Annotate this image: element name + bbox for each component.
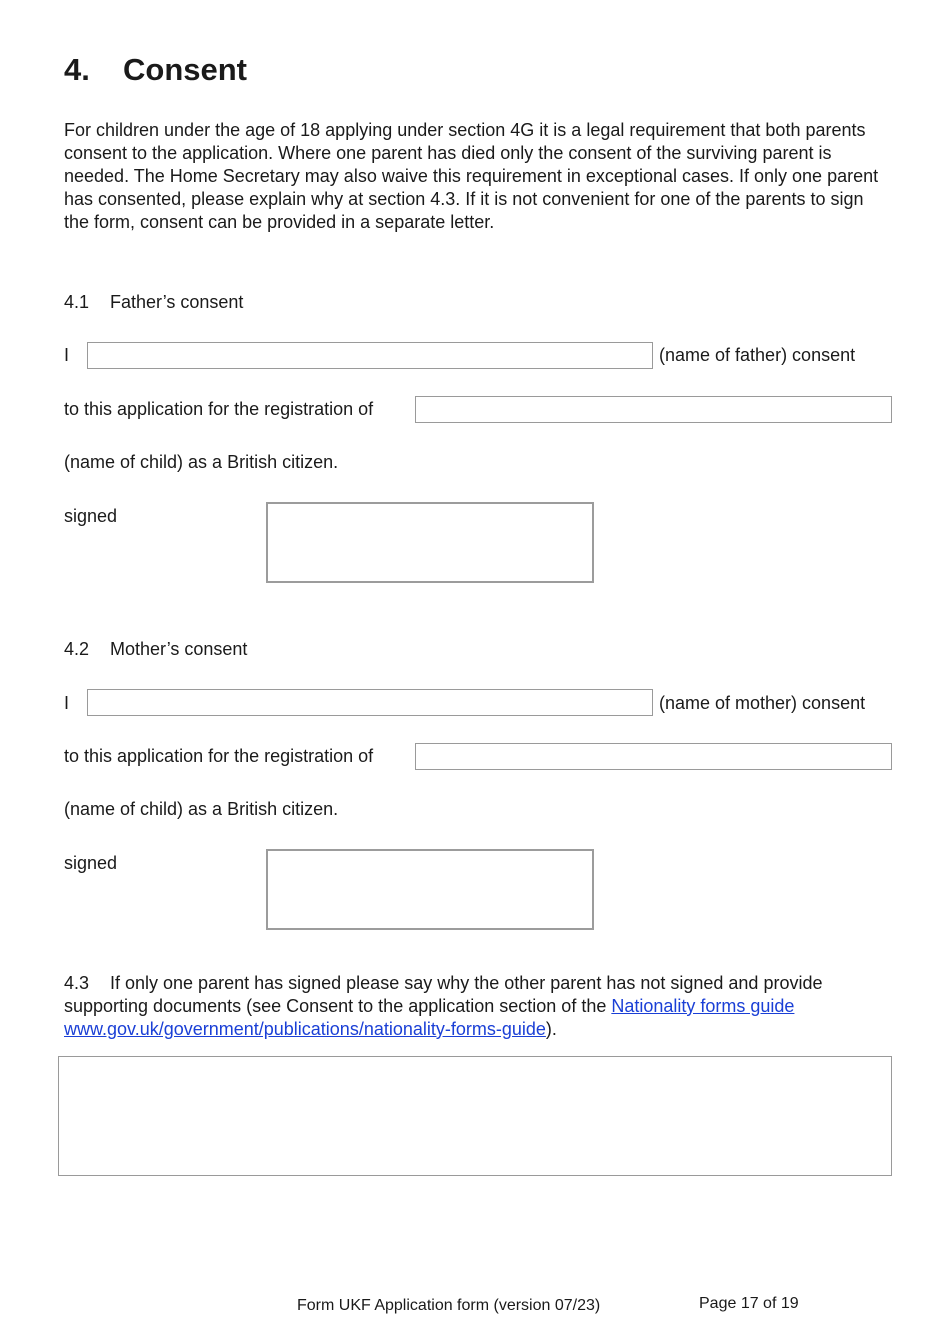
reason-text-after: ).	[545, 1019, 557, 1039]
mother-consent-number: 4.2	[64, 639, 90, 659]
mother-child-name-input[interactable]	[415, 743, 892, 770]
mother-child-suffix: (name of child) as a British citizen.	[64, 799, 339, 819]
mother-signature-box[interactable]	[266, 849, 594, 930]
section-number: 4.	[64, 52, 90, 87]
reason-instructions	[64, 972, 894, 1041]
mother-signed-label: signed	[64, 853, 118, 873]
mother-name-input[interactable]	[87, 689, 653, 716]
reason-text-before: If only one parent has signed please say why the other parent has not signed and provide supporting documents (see Consent to the application section of the	[64, 973, 823, 1016]
reason-textarea[interactable]	[58, 1056, 892, 1176]
father-consent-number: 4.1	[64, 292, 90, 312]
father-signature-box[interactable]	[266, 502, 594, 583]
father-name-suffix: (name of father) consent	[659, 345, 856, 365]
footer-form-name: Form UKF Application form (version 07/23)	[297, 1297, 601, 1314]
section-heading	[64, 52, 247, 88]
father-i-label: I	[64, 345, 70, 365]
father-name-input[interactable]	[87, 342, 653, 369]
father-child-name-input[interactable]	[415, 396, 892, 423]
father-child-suffix: (name of child) as a British citizen.	[64, 452, 339, 472]
link-url-text: www.gov.uk/government/publications/nationality-forms-guide	[64, 1019, 546, 1039]
intro-paragraph: For children under the age of 18 applying under section 4G it is a legal requirement that both parents consent to the application. Where one parent has died only the consent of the surviving parent is needed. The Home Secretary may also waive this requirement in exceptional cases. If only one parent has consented, please explain why at section 4.3. If it is not convenient for one of the parents to sign the form, consent can be provided in a separate letter.	[64, 120, 879, 232]
father-registration-label: to this application for the registration of	[64, 399, 374, 419]
father-consent-title: Father’s consent	[110, 292, 244, 312]
mother-registration-label: to this application for the registration of	[64, 746, 374, 766]
father-consent-heading	[64, 291, 243, 314]
mother-consent-heading	[64, 638, 247, 661]
mother-name-suffix: (name of mother) consent	[659, 693, 866, 713]
footer-page-number: Page 17 of 19	[699, 1295, 799, 1312]
mother-i-label: I	[64, 693, 70, 713]
section-title: Consent	[123, 52, 247, 87]
reason-number: 4.3	[64, 973, 90, 993]
father-signed-label: signed	[64, 506, 118, 526]
mother-consent-title: Mother’s consent	[110, 639, 248, 659]
link-text: Nationality forms guide	[611, 996, 795, 1016]
